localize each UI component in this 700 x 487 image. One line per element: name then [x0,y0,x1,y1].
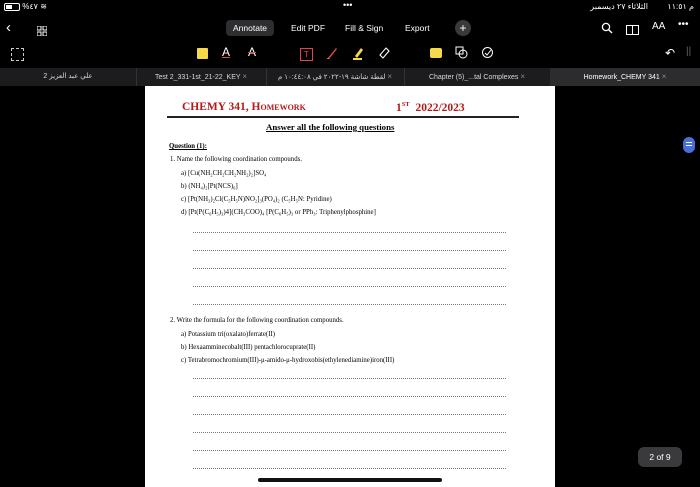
panel-toggle-icon[interactable]: || [686,46,692,57]
text-box-icon[interactable]: T [300,48,313,61]
tab-export[interactable]: Export [405,23,430,33]
doc-tab-label: Test 2_331-1st_21-22_KEY [154,74,241,81]
question-1: 1. Name the following coordination compounds. [170,156,302,163]
doc-tab-5[interactable] [550,68,700,86]
question-heading: Question (1): [169,143,207,150]
q2-item-a: a) Potassium tri(oxalato)ferrate(II) [181,331,275,338]
q1-item-b: b) (NH₄)₂[Pt(NCS)₆] [181,183,238,190]
doc-tab-label: علي عبد العزيز 2 [43,73,93,80]
text-size-button[interactable]: AA [652,21,666,32]
page-indicator: 2 of 9 [638,447,682,467]
tab-fill-sign[interactable]: Fill & Sign [345,23,384,33]
semester-number: 1 [396,101,402,114]
home-indicator[interactable] [258,478,442,482]
back-chevron-icon[interactable]: ‹ [6,19,11,36]
status-time: م ١١:٥١ [667,2,694,11]
academic-year: 2022/2023 [415,101,465,114]
battery-indicator [4,2,47,11]
answer-line[interactable] [193,232,506,233]
pen-icon[interactable] [326,46,338,65]
doc-tab-4[interactable] [404,68,551,86]
answer-line[interactable] [193,432,506,433]
underline-text-icon[interactable]: A [222,45,231,59]
pdf-page [145,86,555,487]
semester-label [396,101,465,114]
side-panel-handle[interactable] [683,137,695,153]
q1-item-a: a) [Cu(NH₂CH₂CH₂NH₂)₂]SO₄ [181,170,267,177]
course-title: CHEMY 341, Homework [182,101,306,113]
shapes-icon[interactable] [455,46,468,64]
top-toolbar [0,14,700,42]
answer-line[interactable] [193,268,506,269]
multitask-dots[interactable]: ••• [343,0,353,10]
search-icon[interactable] [601,21,613,39]
doc-tab-3[interactable] [266,68,405,86]
status-bar [0,0,700,14]
q2-item-c: c) Tetrabromochromium(III)-μ-amido-μ-hydroxobis(ethylenediamine)iron(III) [181,357,395,364]
status-date: الثلاثاء ٢٧ ديسمبر [590,2,648,11]
q1-item-c: c) [Pt(NH₃)₂Cl(C₅H₅N)NO₂]₃(PO₄)₂ (C₅H₅N: Pyridine) [181,196,332,203]
strikethrough-text-icon[interactable]: A [248,45,257,59]
highlighter-icon[interactable] [352,46,364,65]
q2-item-b: b) Hexaamminecobalt(III) pentachlorocuprate(II) [181,344,316,351]
add-button[interactable]: + [455,20,471,36]
doc-tab-1[interactable] [0,68,137,86]
answer-line[interactable] [193,468,506,469]
close-icon[interactable]: × [387,72,393,81]
q1-item-d: d) [Pt(P(C₆H₅)₃)4](CH₃COO)₄ [P(C₆H₅)₃ or PPh₃: Triphenylphosphine] [181,209,376,216]
sticky-note-icon[interactable] [197,48,208,59]
close-icon[interactable]: × [661,72,667,81]
doc-tab-label: Homework_CHEMY 341 [583,74,660,81]
document-tabs [0,68,700,86]
close-icon[interactable]: × [520,72,526,81]
annotation-tools-row [0,42,700,68]
header-divider [167,116,519,118]
battery-percent: %٤٧ [22,2,38,11]
tab-annotate[interactable]: Annotate [226,20,274,36]
doc-tab-label: Chapter (5)_...tal Complexes [428,74,519,81]
answer-line[interactable] [193,396,506,397]
answer-line[interactable] [193,304,506,305]
instruction: Answer all the following questions [266,122,395,132]
answer-line[interactable] [193,450,506,451]
eraser-icon[interactable] [378,46,391,64]
semester-suffix: ST [401,101,410,108]
answer-line[interactable] [193,414,506,415]
answer-line[interactable] [193,286,506,287]
doc-tab-label: لقطة شاشة ١٩-٢٠٢٢ في ١٠:٤٤:٠٨ م [277,74,386,81]
wifi-icon: ≋ [40,2,47,11]
tab-edit-pdf[interactable]: Edit PDF [291,23,326,33]
question-2: 2. Write the formula for the following coordination compounds. [170,317,344,324]
grid-view-icon[interactable] [37,23,47,33]
book-icon[interactable] [626,22,639,40]
answer-line[interactable] [193,250,506,251]
close-icon[interactable]: × [242,72,248,81]
select-area-icon[interactable] [11,48,24,61]
more-button[interactable]: ••• [678,19,689,30]
undo-icon[interactable]: ↶ [665,46,676,60]
signature-icon[interactable] [481,46,494,64]
comment-icon[interactable] [430,48,442,58]
answer-line[interactable] [193,378,506,379]
doc-tab-2[interactable] [136,68,267,86]
